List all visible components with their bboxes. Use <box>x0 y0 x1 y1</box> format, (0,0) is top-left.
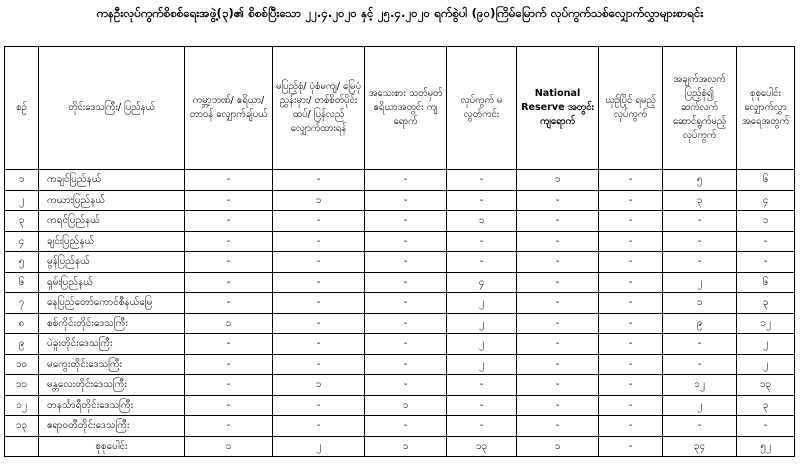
table-row <box>5 334 795 355</box>
table-cell: - <box>365 190 447 211</box>
row-number: ၁၀ <box>5 354 39 375</box>
table-cell: ၁ <box>447 211 517 232</box>
table-cell: - <box>273 252 365 273</box>
table-row <box>5 190 795 211</box>
region-name: ချင်းပြည်နယ် <box>39 231 185 252</box>
table-cell: - <box>273 313 365 334</box>
table-cell: - <box>185 231 273 252</box>
total-cell: ၃၄ <box>663 436 737 457</box>
header-col-4: လုပ်ကွက် မလွတ်ကင်း <box>447 47 517 170</box>
table-cell: - <box>737 416 795 437</box>
row-number: ၁၁ <box>5 375 39 396</box>
table-cell: - <box>517 211 599 232</box>
table-cell: - <box>365 252 447 273</box>
table-cell: - <box>663 354 737 375</box>
table-cell: - <box>273 211 365 232</box>
applications-table <box>4 46 795 457</box>
table-cell: - <box>517 354 599 375</box>
table-cell: ၄ <box>447 272 517 293</box>
table-cell: - <box>517 231 599 252</box>
table-cell: - <box>185 375 273 396</box>
region-name: စစ်ကိုင်းတိုင်းဒေသကြီး <box>39 313 185 334</box>
table-cell: - <box>599 170 663 191</box>
table-cell: - <box>273 416 365 437</box>
table-cell: ၂ <box>447 354 517 375</box>
row-number: ၃ <box>5 211 39 232</box>
table-cell: - <box>599 293 663 314</box>
table-cell: - <box>185 293 273 314</box>
table-cell: - <box>663 211 737 232</box>
region-name: ရှမ်းပြည်နယ် <box>39 272 185 293</box>
region-name: မကွေးတိုင်းဒေသကြီး <box>39 354 185 375</box>
table-cell: ၁ <box>517 170 599 191</box>
table-cell: - <box>365 375 447 396</box>
table-cell: - <box>185 252 273 273</box>
total-row-no <box>5 436 39 457</box>
table-cell: ၆ <box>737 170 795 191</box>
table-cell: - <box>273 293 365 314</box>
header-row <box>5 47 795 170</box>
row-number: ၁ <box>5 170 39 191</box>
region-name: မွန်ပြည်နယ် <box>39 252 185 273</box>
table-cell: - <box>447 375 517 396</box>
table-cell: ၂ <box>737 354 795 375</box>
table-cell: - <box>599 211 663 232</box>
table-cell: - <box>517 416 599 437</box>
region-name: ဧရာဝတီတိုင်းဒေသကြီး <box>39 416 185 437</box>
header-col-7: အချက်အလက် ပြည့်စုံ၍ ဆက်လက် ဆောင်ရွက်မည့် လုပ်ကွက် <box>663 47 737 170</box>
table-cell: ၃ <box>737 293 795 314</box>
table-cell: ၁ <box>737 211 795 232</box>
table-cell: - <box>447 252 517 273</box>
table-cell: - <box>365 354 447 375</box>
table-row <box>5 313 795 334</box>
table-cell: - <box>599 416 663 437</box>
table-cell: - <box>517 334 599 355</box>
table-cell: - <box>737 252 795 273</box>
table-cell: - <box>599 313 663 334</box>
table-cell: - <box>185 272 273 293</box>
row-number: ၅ <box>5 252 39 273</box>
table-cell: - <box>663 334 737 355</box>
header-no: စဉ် <box>5 47 39 170</box>
row-number: ၄ <box>5 231 39 252</box>
header-col-5: National Reserve အတွင်း ကျရောက် <box>517 47 599 170</box>
table-cell: - <box>599 252 663 273</box>
table-row <box>5 252 795 273</box>
table-cell: - <box>365 170 447 191</box>
table-cell: ၁၃ <box>737 375 795 396</box>
row-number: ၉ <box>5 334 39 355</box>
table-cell: - <box>365 416 447 437</box>
row-number: ၇ <box>5 293 39 314</box>
table-row <box>5 354 795 375</box>
table-cell: - <box>599 190 663 211</box>
region-name: ပဲခူးတိုင်းဒေသကြီး <box>39 334 185 355</box>
table-cell: - <box>273 170 365 191</box>
table-cell: - <box>185 170 273 191</box>
region-name: ကယားပြည်နယ် <box>39 190 185 211</box>
table-cell: ၅ <box>663 170 737 191</box>
table-cell: ၂ <box>663 395 737 416</box>
table-cell: ၁၂ <box>737 313 795 334</box>
table-cell: - <box>365 272 447 293</box>
table-cell: - <box>663 416 737 437</box>
table-cell: ၁ <box>185 313 273 334</box>
region-name: နေပြည်တော်ကောင်စီနယ်မြေ <box>39 293 185 314</box>
table-cell: - <box>599 272 663 293</box>
table-cell: ၂ <box>447 293 517 314</box>
total-cell: ၅၂ <box>737 436 795 457</box>
document-title: ကနဦးလုပ်ကွက်စိစစ်ရေးအဖွဲ့(၃)၏ စိစစ်ပြီးသော ၂၂.၄.၂၀၂၀ နှင့် ၂၅.၄.၂၀၂၀ ရက်စွဲပါ (၉၀)ကြိမ်မြောက် လုပ်ကွက်သစ်လျှောက်လွှာများစာရင်း <box>96 6 704 20</box>
table-cell: - <box>517 313 599 334</box>
region-name: မန္တလေးတိုင်းဒေသကြီး <box>39 375 185 396</box>
region-name: ကရင်ပြည်နယ် <box>39 211 185 232</box>
table-cell: ၁ <box>273 190 365 211</box>
header-col-2: မပြည့်စုံ/ ပုံစံမကျ/ မြေပုံညွှန်းမှား/ တစ်စိတ်ပိုင်းထပ်/ ပြန်လည် လျှောက်ထားရန် <box>273 47 365 170</box>
header-region: တိုင်းဒေသကြီး/ ပြည်နယ် <box>39 47 185 170</box>
table-cell: ၁ <box>365 395 447 416</box>
table-cell: ၄ <box>737 190 795 211</box>
row-number: ၂ <box>5 190 39 211</box>
table-cell: - <box>185 334 273 355</box>
header-col-6: ယှဉ်ပြိုင် ရမည့် လုပ်ကွက် <box>599 47 663 170</box>
table-cell: - <box>447 416 517 437</box>
table-cell: - <box>185 354 273 375</box>
header-col-8: စုစုပေါင်း လျှောက်လွှာ အရေအတွက် <box>737 47 795 170</box>
table-cell: - <box>599 395 663 416</box>
table-row <box>5 375 795 396</box>
table-cell: - <box>663 231 737 252</box>
table-cell: - <box>185 211 273 232</box>
table-cell: - <box>273 354 365 375</box>
row-number: ၈ <box>5 313 39 334</box>
total-row <box>5 436 795 457</box>
table-cell: - <box>365 293 447 314</box>
total-cell: ၁ <box>365 436 447 457</box>
table-row <box>5 416 795 437</box>
header-col-1: ကမ္ဘာ့ဘဏ်/ ဧရိယာ/တာဝန် လျှောက်ချ်ပယ် <box>185 47 273 170</box>
table-cell: ၃ <box>737 395 795 416</box>
table-cell: ၃ <box>663 190 737 211</box>
table-cell: ၂ <box>447 334 517 355</box>
total-label: စုစုပေါင်း <box>39 436 185 457</box>
table-cell: - <box>663 252 737 273</box>
table-cell: - <box>517 395 599 416</box>
total-cell: - <box>599 436 663 457</box>
table-cell: - <box>599 354 663 375</box>
table-cell: - <box>365 313 447 334</box>
table-row <box>5 272 795 293</box>
table-cell: - <box>599 231 663 252</box>
table-cell: - <box>273 334 365 355</box>
table-cell: - <box>517 375 599 396</box>
table-cell: ၉ <box>663 313 737 334</box>
header-col-3: အသေးစား သတ်မှတ် ဧရိယာအတွင်း ကျရောက် <box>365 47 447 170</box>
row-number: ၆ <box>5 272 39 293</box>
table-cell: ၁ <box>663 293 737 314</box>
table-cell: - <box>517 190 599 211</box>
table-cell: ၂ <box>447 313 517 334</box>
region-name: ကချင်ပြည်နယ် <box>39 170 185 191</box>
table-cell: - <box>185 395 273 416</box>
table-cell: - <box>447 231 517 252</box>
table-cell: - <box>517 272 599 293</box>
table-cell: ၆ <box>737 272 795 293</box>
table-cell: - <box>447 190 517 211</box>
total-cell: ၂ <box>273 436 365 457</box>
total-cell: ၁ <box>517 436 599 457</box>
table-cell: - <box>273 395 365 416</box>
table-cell: - <box>365 231 447 252</box>
table-cell: - <box>365 334 447 355</box>
table-cell: ၂ <box>663 272 737 293</box>
table-row <box>5 170 795 191</box>
table-row <box>5 293 795 314</box>
table-cell: - <box>599 375 663 396</box>
table-cell: - <box>447 395 517 416</box>
total-cell: ၁ <box>185 436 273 457</box>
table-cell: - <box>737 231 795 252</box>
table-cell: - <box>273 231 365 252</box>
table-cell: ၂ <box>737 334 795 355</box>
total-cell: ၁၃ <box>447 436 517 457</box>
table-cell: - <box>517 252 599 273</box>
table-cell: ၁ <box>273 375 365 396</box>
table-row <box>5 395 795 416</box>
table-cell: - <box>517 293 599 314</box>
table-cell: - <box>185 416 273 437</box>
table-cell: - <box>185 190 273 211</box>
table-cell: - <box>365 211 447 232</box>
table-cell: ၁၂ <box>663 375 737 396</box>
table-cell: - <box>599 334 663 355</box>
table-cell: - <box>273 272 365 293</box>
row-number: ၁၃ <box>5 416 39 437</box>
row-number: ၁၂ <box>5 395 39 416</box>
table-cell: - <box>447 170 517 191</box>
table-row <box>5 231 795 252</box>
region-name: တနင်္သာရီတိုင်းဒေသကြီး <box>39 395 185 416</box>
table-row <box>5 211 795 232</box>
